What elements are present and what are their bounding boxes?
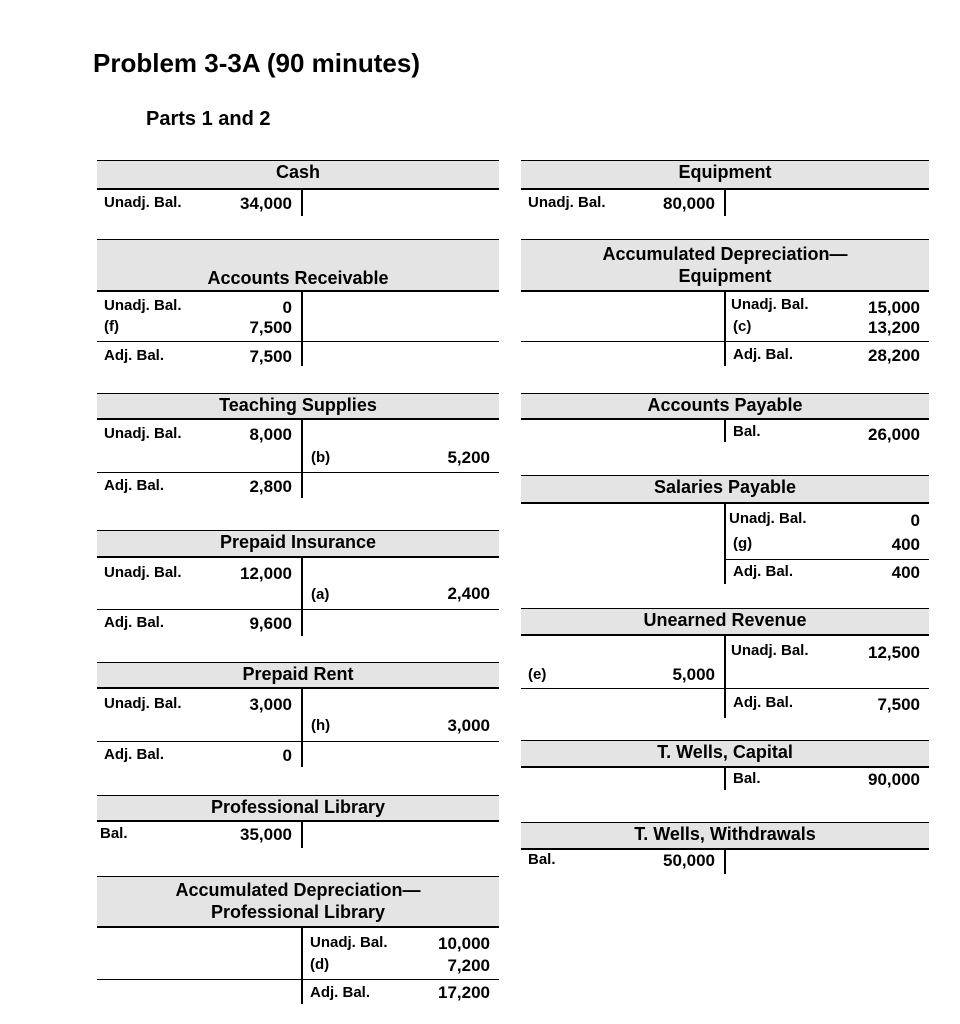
debit-amount: 80,000 [663, 194, 715, 213]
balance-label: Adj. Bal. [104, 614, 165, 631]
debit-amount: 3,000 [249, 695, 292, 714]
credit-amount: 0 [910, 511, 920, 530]
balance-label: Adj. Bal. [733, 563, 794, 580]
credit-label: (c) [733, 318, 752, 335]
debit-label: Unadj. Bal. [104, 425, 182, 442]
t-account-cash [97, 160, 499, 220]
account-title: Prepaid Rent [97, 662, 499, 689]
t-account-accounts-receivable [97, 239, 499, 369]
balance-amount: 9,600 [249, 614, 292, 633]
balance-label: Adj. Bal. [310, 984, 371, 1001]
t-account-capital [521, 740, 929, 796]
t-account-equipment [521, 160, 929, 220]
t-account-salaries-payable [521, 475, 929, 587]
credit-amount: 13,200 [868, 318, 920, 337]
credit-label: (b) [311, 449, 331, 466]
balance-amount: 28,200 [868, 346, 920, 365]
account-title-line2: Equipment [678, 266, 772, 286]
credit-label: (a) [311, 586, 330, 603]
debit-label: (f) [104, 318, 119, 335]
balance-label: Adj. Bal. [104, 477, 165, 494]
debit-label: Unadj. Bal. [104, 564, 182, 581]
account-title-line1: Accumulated Depreciation— [175, 880, 421, 900]
credit-amount: 15,000 [868, 298, 920, 317]
credit-amount: 26,000 [868, 425, 920, 444]
section-subtitle: Parts 1 and 2 [146, 108, 271, 130]
credit-label: Bal. [733, 770, 761, 787]
debit-label: Unadj. Bal. [104, 695, 182, 712]
debit-amount: 5,000 [672, 665, 715, 684]
t-account-prepaid-insurance [97, 530, 499, 640]
account-title: Salaries Payable [521, 475, 929, 504]
account-title: Accounts Receivable [97, 239, 499, 292]
balance-label: Adj. Bal. [104, 746, 165, 763]
credit-amount: 12,500 [868, 643, 920, 662]
credit-label: (d) [310, 956, 330, 973]
t-account-accumulated-depreciation-library [97, 876, 499, 1004]
account-title-line2: Professional Library [210, 902, 386, 922]
account-title: Cash [97, 160, 499, 190]
account-title: Unearned Revenue [521, 608, 929, 636]
balance-label: Adj. Bal. [733, 346, 794, 363]
balance-amount: 400 [891, 563, 920, 582]
t-account-accounts-payable [521, 393, 929, 453]
credit-amount: 10,000 [438, 934, 490, 953]
debit-amount: 12,000 [240, 564, 292, 583]
balance-label: Adj. Bal. [733, 694, 794, 711]
debit-label: Unadj. Bal. [104, 297, 182, 314]
credit-amount: 7,200 [447, 956, 490, 975]
account-title: T. Wells, Withdrawals [521, 822, 929, 850]
debit-label: Unadj. Bal. [104, 194, 182, 211]
credit-label: Unadj. Bal. [731, 642, 809, 659]
account-title: T. Wells, Capital [521, 740, 929, 768]
account-title-line1: Accumulated Depreciation— [602, 244, 848, 264]
page-title: Problem 3-3A (90 minutes) [93, 48, 421, 78]
debit-amount: 50,000 [663, 851, 715, 870]
account-title: Prepaid Insurance [97, 530, 499, 558]
credit-label: Unadj. Bal. [310, 934, 388, 951]
credit-label: (g) [733, 535, 753, 552]
balance-amount: 7,500 [877, 695, 920, 714]
credit-label: (h) [311, 717, 331, 734]
account-title: Accounts Payable [521, 393, 929, 420]
debit-amount: 7,500 [249, 318, 292, 337]
credit-label: Bal. [733, 423, 761, 440]
balance-amount: 17,200 [438, 983, 490, 1002]
credit-amount: 2,400 [447, 584, 490, 603]
account-title: Professional Library [97, 795, 499, 822]
t-account-unearned-revenue [521, 608, 929, 720]
debit-label: Unadj. Bal. [528, 194, 606, 211]
balance-amount: 7,500 [249, 347, 292, 366]
balance-label: Adj. Bal. [104, 347, 165, 364]
debit-label: Bal. [528, 851, 556, 868]
credit-label: Unadj. Bal. [729, 510, 807, 527]
credit-label: Unadj. Bal. [731, 296, 809, 313]
debit-label: Bal. [100, 825, 128, 842]
t-account-professional-library [97, 795, 499, 851]
debit-amount: 0 [282, 298, 292, 317]
debit-amount: 35,000 [240, 825, 292, 844]
account-title: Equipment [521, 160, 929, 190]
t-account-teaching-supplies [97, 393, 499, 501]
credit-amount: 400 [891, 535, 920, 554]
balance-amount: 0 [282, 746, 292, 765]
debit-label: (e) [528, 666, 547, 683]
t-account-withdrawals [521, 822, 929, 878]
credit-amount: 90,000 [868, 770, 920, 789]
credit-amount: 3,000 [447, 716, 490, 735]
account-title: Teaching Supplies [97, 393, 499, 420]
balance-amount: 2,800 [249, 477, 292, 496]
t-account-accumulated-depreciation-equipment [521, 239, 929, 369]
debit-amount: 34,000 [240, 194, 292, 213]
debit-amount: 8,000 [249, 425, 292, 444]
credit-amount: 5,200 [447, 448, 490, 467]
t-account-prepaid-rent [97, 662, 499, 770]
